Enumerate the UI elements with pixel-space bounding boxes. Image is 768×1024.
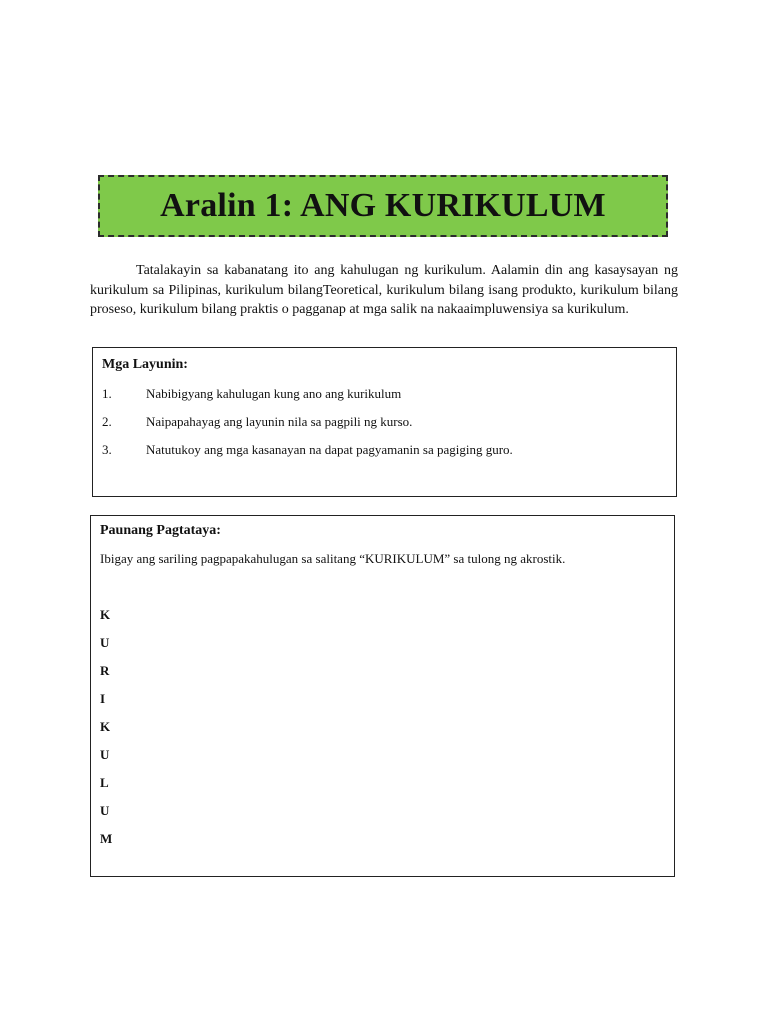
acrostic-letter: M (100, 831, 113, 846)
objectives-box (92, 347, 677, 497)
objectives-heading: Mga Layunin: (102, 357, 188, 372)
assessment-box (90, 515, 675, 877)
objective-text: Natutukoy ang mga kasanayan na dapat pagyamanin sa pagiging guro. (146, 442, 513, 457)
title-banner (98, 175, 668, 237)
objective-number: 3. (102, 442, 112, 457)
acrostic-list (100, 607, 112, 859)
objective-number: 2. (102, 414, 112, 429)
acrostic-letter: K (100, 607, 111, 622)
acrostic-letter: I (100, 691, 106, 706)
objective-text: Nabibigyang kahulugan kung ano ang kurikulum (146, 386, 402, 401)
assessment-instruction: Ibigay ang sariling pagpapakahulugan sa salitang “KURIKULUM” sa tulong ng akrostik. (100, 551, 566, 566)
acrostic-letter: K (100, 719, 111, 734)
acrostic-letter: L (100, 775, 109, 790)
objective-text: Naipapahayag ang layunin nila sa pagpili ng kurso. (146, 414, 413, 429)
objectives-list (102, 386, 513, 470)
assessment-heading: Paunang Pagtataya: (100, 523, 221, 538)
intro-paragraph: Tatalakayin sa kabanatang ito ang kahulugan ng kurikulum. Aalamin din ang kasaysayan ng kurikulum sa Pilipinas, kurikulum bilangTeoretical, kurikulum bilang isang produkto, kurikulum bilang proseso, kurikulum bilang praktis o pagganap at mga salik na nakaaimpluwensiya sa kurikulum. (90, 263, 678, 317)
objective-number: 1. (102, 386, 112, 401)
acrostic-letter: R (100, 663, 110, 678)
objective-item (102, 414, 513, 442)
objective-item (102, 442, 513, 470)
acrostic-letter: U (100, 747, 110, 762)
acrostic-letter: U (100, 803, 110, 818)
page-title: Aralin 1: ANG KURIKULUM (160, 187, 606, 224)
objective-item (102, 386, 513, 414)
acrostic-letter: U (100, 635, 110, 650)
